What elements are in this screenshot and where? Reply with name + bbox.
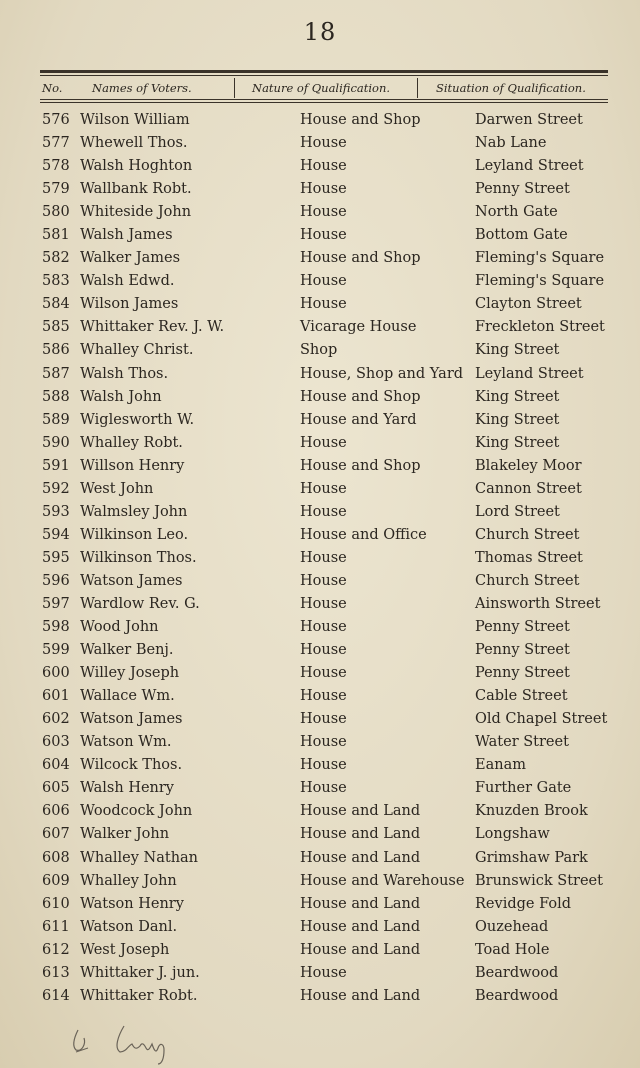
voter-number: 609	[42, 872, 70, 889]
voter-qualification: House, Shop and Yard	[300, 365, 464, 382]
voter-qualification: House	[300, 572, 347, 589]
voter-name: Wilkinson Leo.	[80, 526, 189, 543]
voter-number: 577	[42, 135, 70, 152]
voter-row	[0, 387, 640, 410]
voter-name: Wood John	[80, 619, 159, 636]
voter-qualification: House	[300, 273, 347, 290]
voter-qualification: House and Shop	[300, 457, 421, 474]
voter-name: Woodcock John	[80, 803, 193, 820]
voter-situation: Longshaw	[475, 826, 550, 843]
voter-number: 586	[42, 342, 70, 359]
voter-row	[0, 479, 640, 502]
voter-number: 597	[42, 595, 70, 612]
voter-name: Wilson William	[80, 112, 190, 128]
voter-number: 582	[42, 250, 70, 267]
voter-number: 605	[42, 780, 70, 797]
voter-situation: Water Street	[475, 734, 569, 751]
voter-number: 611	[42, 918, 70, 935]
voter-number: 614	[42, 987, 70, 1004]
voter-situation: Beardwood	[475, 964, 559, 981]
voter-qualification: House	[300, 434, 347, 451]
voter-name: Whittaker J. jun.	[80, 964, 200, 981]
header-rule-bottom-2	[40, 102, 608, 103]
voter-name: Walmsley John	[80, 503, 188, 520]
voter-qualification: House	[300, 780, 347, 797]
voter-number: 604	[42, 757, 70, 774]
voter-situation: Brunswick Street	[475, 872, 603, 889]
voter-name: Walker Benj.	[80, 642, 174, 659]
voter-qualification: House and Land	[300, 826, 421, 843]
voter-row	[0, 340, 640, 363]
voter-number: 591	[42, 457, 70, 474]
voter-name: Wilcock Thos.	[80, 757, 183, 774]
voter-situation: Clayton Street	[475, 296, 582, 313]
voter-row	[0, 433, 640, 456]
voter-name: Whalley Robt.	[80, 434, 183, 451]
voter-row	[0, 248, 640, 271]
voter-situation: Ainsworth Street	[475, 595, 601, 612]
voter-situation: Fleming's Square	[475, 273, 605, 290]
voter-number: 581	[42, 227, 70, 244]
voter-name: Wiglesworth W.	[80, 411, 195, 428]
header-separator	[417, 78, 418, 98]
voter-row	[0, 202, 640, 225]
header-rule-top-thin	[40, 75, 608, 76]
voter-situation: Cable Street	[475, 688, 568, 705]
voter-situation: Toad Hole	[475, 941, 550, 958]
voter-number: 603	[42, 734, 70, 751]
voter-row	[0, 709, 640, 732]
voter-number: 602	[42, 711, 70, 728]
voter-name: Whalley Nathan	[80, 849, 199, 866]
voter-situation: King Street	[475, 388, 560, 405]
voter-number: 606	[42, 803, 70, 820]
voter-situation: Penny Street	[475, 665, 570, 682]
voter-number: 583	[42, 273, 70, 290]
voter-row	[0, 525, 640, 548]
voter-name: Willey Joseph	[80, 665, 180, 682]
voter-situation: Knuzden Brook	[475, 803, 588, 820]
voter-situation: Ouzehead	[475, 918, 549, 935]
voter-qualification: House	[300, 619, 347, 636]
voter-number: 584	[42, 296, 70, 313]
voter-row	[0, 963, 640, 986]
voter-row	[0, 732, 640, 755]
voter-name: Watson James	[80, 711, 183, 728]
voter-situation: Penny Street	[475, 642, 570, 659]
voter-situation: Revidge Fold	[475, 895, 571, 912]
voter-row	[0, 133, 640, 156]
voter-situation: Thomas Street	[475, 549, 583, 566]
voter-qualification: House and Land	[300, 895, 421, 912]
voter-row	[0, 755, 640, 778]
voter-row	[0, 640, 640, 663]
voter-number: 579	[42, 181, 70, 198]
voter-row	[0, 824, 640, 847]
voter-qualification: House and Land	[300, 987, 421, 1004]
voter-situation: King Street	[475, 434, 560, 451]
voter-qualification: House	[300, 757, 347, 774]
voter-situation: Bottom Gate	[475, 227, 568, 244]
voter-number: 595	[42, 549, 70, 566]
voter-name: West John	[80, 480, 154, 497]
voter-row	[0, 986, 640, 1009]
voter-row	[0, 364, 640, 387]
voter-name: Wilkinson Thos.	[80, 549, 197, 566]
voter-qualification: House	[300, 711, 347, 728]
voter-situation: Old Chapel Street	[475, 711, 608, 728]
voter-qualification: House	[300, 665, 347, 682]
voter-number: 610	[42, 895, 70, 912]
voter-situation: Penny Street	[475, 619, 570, 636]
voter-row	[0, 594, 640, 617]
voter-row	[0, 571, 640, 594]
header-rule-top	[40, 70, 608, 73]
voter-name: Watson Danl.	[80, 918, 178, 935]
voter-situation: Penny Street	[475, 181, 570, 198]
voter-qualification: House	[300, 227, 347, 244]
voter-qualification: House and Land	[300, 941, 421, 958]
voter-number: 587	[42, 365, 70, 382]
voter-name: Walsh Edwd.	[80, 273, 175, 290]
voter-row	[0, 778, 640, 801]
voter-qualification: House and Shop	[300, 112, 421, 128]
voter-name: Whewell Thos.	[80, 135, 188, 152]
voter-name: Watson Wm.	[80, 734, 172, 751]
voter-qualification: House	[300, 688, 347, 705]
header-nature: Nature of Qualification.	[252, 81, 391, 95]
voter-situation: Leyland Street	[475, 158, 584, 175]
voter-qualification: House and Office	[300, 526, 427, 543]
voter-name: Wallbank Robt.	[80, 181, 192, 198]
voter-number: 590	[42, 434, 70, 451]
voter-number: 607	[42, 826, 70, 843]
voter-name: Walsh Hoghton	[80, 158, 193, 175]
voter-qualification: House	[300, 158, 347, 175]
voter-row	[0, 686, 640, 709]
voter-qualification: House and Land	[300, 918, 421, 935]
voter-row	[0, 225, 640, 248]
voter-number: 612	[42, 941, 70, 958]
voter-row	[0, 156, 640, 179]
voter-row	[0, 617, 640, 640]
voter-name: Watson Henry	[80, 895, 184, 912]
voter-number: 592	[42, 480, 70, 497]
voter-situation: Grimshaw Park	[475, 849, 588, 866]
voter-name: Willson Henry	[80, 457, 185, 474]
voter-name: Whittaker Rev. J. W.	[80, 319, 225, 336]
header-separator	[234, 78, 235, 98]
voter-row	[0, 179, 640, 202]
voter-row	[0, 917, 640, 940]
voter-situation: North Gate	[475, 204, 558, 221]
voter-name: Watson James	[80, 572, 183, 589]
voter-name: Whalley John	[80, 872, 177, 889]
voter-name: Walker James	[80, 250, 181, 267]
voter-number: 576	[42, 112, 70, 128]
header-situation: Situation of Qualification.	[436, 81, 586, 95]
voter-qualification: House and Shop	[300, 250, 421, 267]
voter-number: 598	[42, 619, 70, 636]
voter-qualification: House	[300, 734, 347, 751]
voter-row	[0, 110, 640, 133]
voter-row	[0, 663, 640, 686]
voter-situation: Freckleton Street	[475, 319, 605, 336]
voter-qualification: House and Land	[300, 803, 421, 820]
voter-qualification: House and Shop	[300, 388, 421, 405]
voter-row	[0, 410, 640, 433]
page-number: 18	[303, 18, 337, 46]
voter-row	[0, 871, 640, 894]
voter-number: 608	[42, 849, 70, 866]
voter-qualification: House	[300, 642, 347, 659]
header-rule-bottom	[40, 99, 608, 100]
voter-row	[0, 940, 640, 963]
voter-row	[0, 848, 640, 871]
voter-row	[0, 548, 640, 571]
voter-name: Walsh Henry	[80, 780, 175, 797]
voter-row	[0, 502, 640, 525]
voter-situation: King Street	[475, 411, 560, 428]
voter-number: 601	[42, 688, 70, 705]
voter-number: 588	[42, 388, 70, 405]
voter-name: Walsh James	[80, 227, 173, 244]
voter-list	[0, 110, 640, 1009]
voter-number: 599	[42, 642, 70, 659]
voter-situation: Further Gate	[475, 780, 572, 797]
voter-number: 613	[42, 964, 70, 981]
voter-name: Wallace Wm.	[80, 688, 175, 705]
voter-situation: Blakeley Moor	[475, 457, 582, 474]
voter-row	[0, 456, 640, 479]
voter-name: Whiteside John	[80, 204, 192, 221]
voter-name: Walker John	[80, 826, 170, 843]
voter-qualification: House	[300, 595, 347, 612]
voter-situation: Eanam	[475, 757, 526, 774]
voter-situation: Church Street	[475, 526, 580, 543]
header-no: No.	[42, 81, 63, 95]
voter-situation: Church Street	[475, 572, 580, 589]
voter-situation: Lord Street	[475, 503, 560, 520]
header-names: Names of Voters.	[92, 81, 192, 95]
voter-name: Walsh John	[80, 388, 162, 405]
voter-qualification: House and Land	[300, 849, 421, 866]
voter-qualification: House and Yard	[300, 411, 417, 428]
voter-qualification: House and Warehouse	[300, 872, 465, 889]
voter-qualification: Shop	[300, 342, 338, 359]
voter-qualification: House	[300, 480, 347, 497]
voter-name: Whalley Christ.	[80, 342, 194, 359]
voter-name: Wardlow Rev. G.	[80, 595, 200, 612]
voter-number: 600	[42, 665, 70, 682]
voter-name: Walsh Thos.	[80, 365, 169, 382]
voter-name: West Joseph	[80, 941, 170, 958]
voter-situation: Fleming's Square	[475, 250, 605, 267]
voter-number: 578	[42, 158, 70, 175]
voter-situation: Darwen Street	[475, 112, 583, 128]
voter-qualification: House	[300, 135, 347, 152]
voter-row	[0, 801, 640, 824]
voter-row	[0, 271, 640, 294]
voter-situation: Leyland Street	[475, 365, 584, 382]
voter-qualification: House	[300, 204, 347, 221]
voter-situation: King Street	[475, 342, 560, 359]
voter-qualification: House	[300, 296, 347, 313]
voter-situation: Beardwood	[475, 987, 559, 1004]
voter-row	[0, 317, 640, 340]
voter-number: 593	[42, 503, 70, 520]
voter-number: 589	[42, 411, 70, 428]
voter-row	[0, 894, 640, 917]
pencil-signature	[68, 1022, 198, 1066]
voter-situation: Nab Lane	[475, 135, 547, 152]
voter-number: 596	[42, 572, 70, 589]
voter-qualification: House	[300, 503, 347, 520]
voter-number: 594	[42, 526, 70, 543]
voter-number: 585	[42, 319, 70, 336]
voter-number: 580	[42, 204, 70, 221]
voter-row	[0, 294, 640, 317]
voter-name: Wilson James	[80, 296, 179, 313]
voter-name: Whittaker Robt.	[80, 987, 198, 1004]
voter-situation: Cannon Street	[475, 480, 582, 497]
voter-qualification: House	[300, 181, 347, 198]
voter-qualification: Vicarage House	[300, 319, 417, 336]
voter-qualification: House	[300, 964, 347, 981]
voter-qualification: House	[300, 549, 347, 566]
